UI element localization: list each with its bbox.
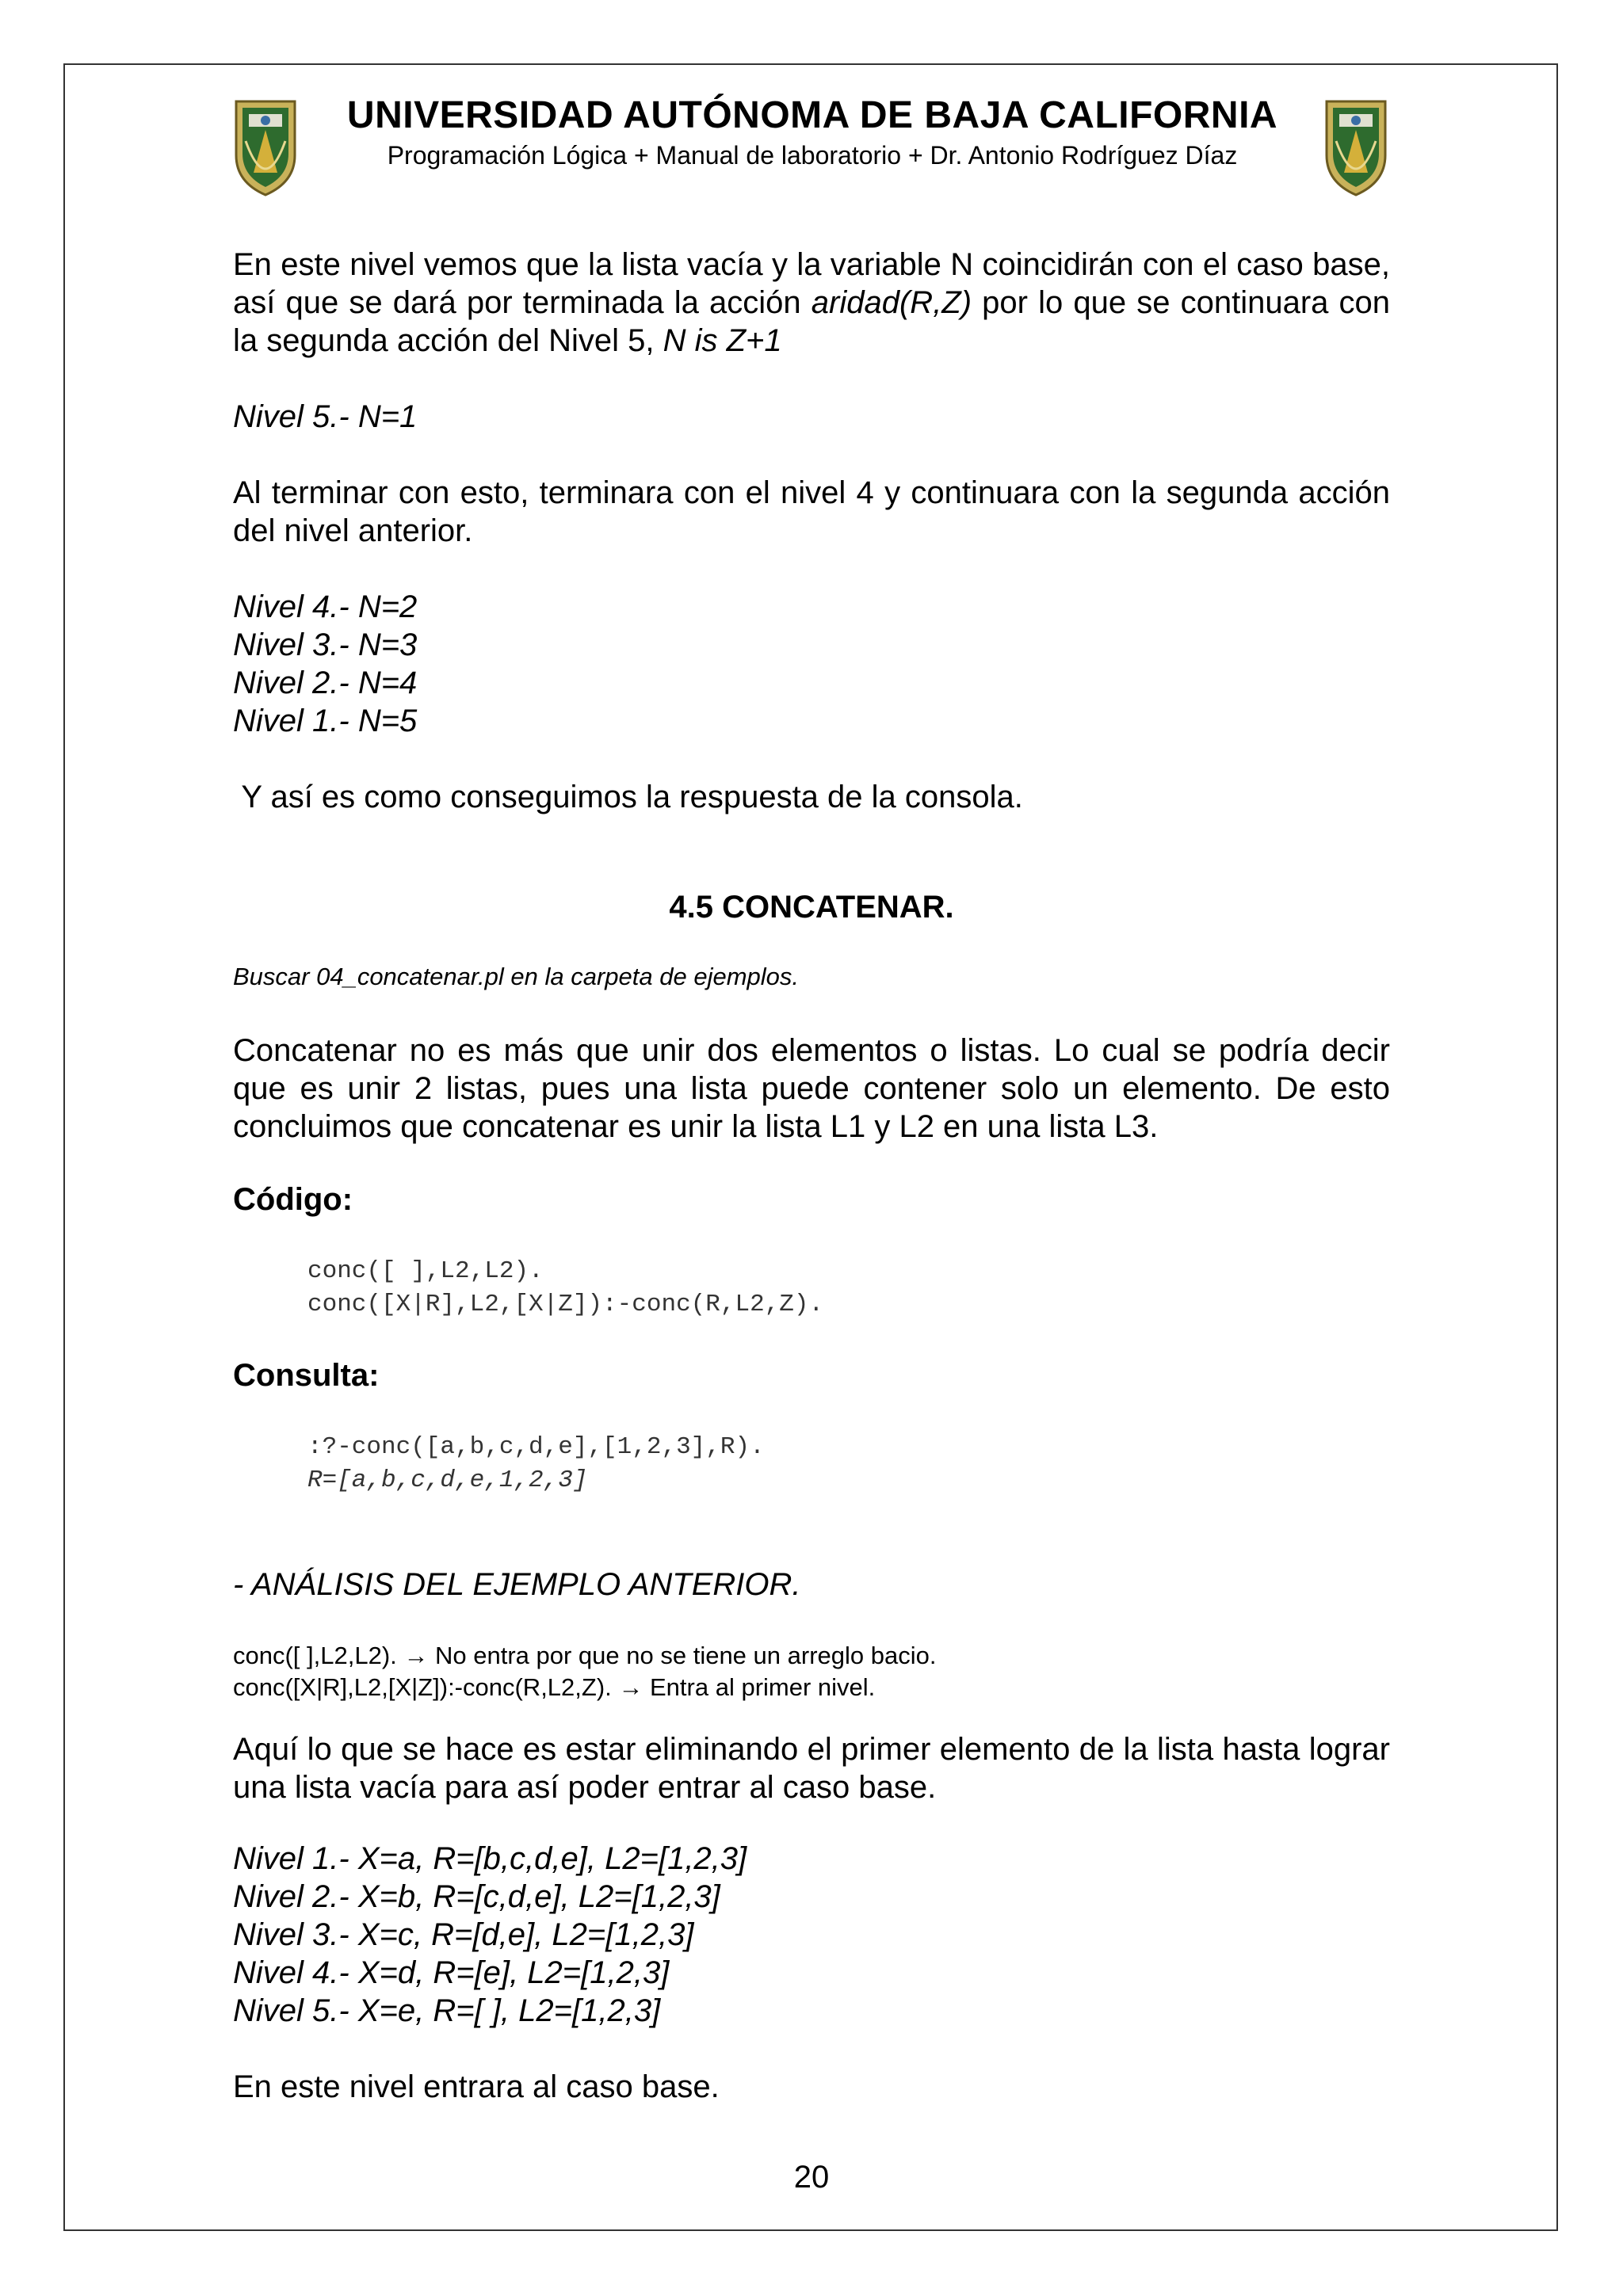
query-line: :?-conc([a,b,c,d,e],[1,2,3],R). — [307, 1433, 765, 1461]
codigo-label: Código: — [233, 1182, 353, 1217]
para1-text-c: por lo que se continuara con la segunda acción del Nivel 5, — [233, 285, 1390, 358]
page-number: 20 — [793, 2160, 830, 2195]
header-subtitle: Programación Lógica + Manual de laboratorio + Dr. Antonio Rodríguez Díaz — [387, 141, 1238, 170]
list-item: Nivel 1.- X=a, R=[b,c,d,e], L2=[1,2,3] — [233, 1841, 747, 1876]
paragraph-2: Al terminar con esto, terminara con el nivel 4 y continuara con la segunda acción del nivel anterior. — [233, 475, 1390, 548]
analysis-lines — [233, 1640, 1390, 1703]
header-title: UNIVERSIDAD AUTÓNOMA DE BAJA CALIFORNIA — [346, 94, 1278, 136]
nivel5-text: Nivel 5.- N=1 — [233, 399, 418, 434]
query-block — [307, 1431, 1465, 1497]
niveles-list-1 — [233, 588, 1390, 740]
list-item: Nivel 2.- X=b, R=[c,d,e], L2=[1,2,3] — [233, 1879, 720, 1914]
para1-text-b: aridad(R,Z) — [811, 285, 972, 320]
list-item: Nivel 3.- N=3 — [233, 627, 418, 662]
list-item: Nivel 3.- X=c, R=[d,e], L2=[1,2,3] — [233, 1917, 694, 1952]
uabc-crest-icon — [230, 93, 301, 198]
paragraph-6: En este nivel entrara al caso base. — [233, 2069, 720, 2104]
uabc-crest-icon — [1320, 93, 1392, 198]
code-line: conc([X|R],L2,[X|Z]):-conc(R,L2,Z). — [307, 1291, 824, 1318]
result-line: R=[a,b,c,d,e,1,2,3] — [307, 1466, 588, 1494]
paragraph-4: Concatenar no es más que unir dos elementos o listas. Lo cual se podría decir que es unir 2 listas, pues una lista puede contener solo un elemento. De esto concluimos que concatenar es unir la lista L1 y L2 en una lista L3. — [233, 1033, 1390, 1144]
code-line: conc([ ],L2,L2). — [307, 1257, 544, 1285]
niveles-list-2 — [233, 1840, 1390, 2030]
code-block — [307, 1255, 1465, 1322]
list-item: Nivel 4.- X=d, R=[e], L2=[1,2,3] — [233, 1955, 670, 1990]
para1-text-d: N is Z+1 — [663, 323, 782, 358]
analysis-line: conc([ ],L2,L2). → No entra por que no se tiene un arreglo bacio. — [233, 1642, 937, 1669]
analysis-heading: - ANÁLISIS DEL EJEMPLO ANTERIOR. — [233, 1567, 801, 1602]
analysis-line: conc([X|R],L2,[X|Z]):-conc(R,L2,Z). → Entra al primer nivel. — [233, 1673, 876, 1701]
paragraph-3: Y así es como conseguimos la respuesta de la consola. — [233, 780, 1023, 814]
paragraph-1 — [233, 246, 1390, 360]
nivel5-line — [233, 398, 1390, 436]
list-item: Nivel 4.- N=2 — [233, 589, 418, 624]
search-note: Buscar 04_concatenar.pl en la carpeta de ejemplos. — [233, 963, 800, 990]
list-item: Nivel 2.- N=4 — [233, 666, 418, 700]
consulta-label: Consulta: — [233, 1358, 380, 1393]
list-item: Nivel 1.- N=5 — [233, 704, 418, 738]
section-title: 4.5 CONCATENAR. — [669, 890, 954, 925]
list-item: Nivel 5.- X=e, R=[ ], L2=[1,2,3] — [233, 1993, 661, 2028]
paragraph-5: Aquí lo que se hace es estar eliminando el primer elemento de la lista hasta lograr una lista vacía para así poder entrar al caso base. — [233, 1732, 1390, 1805]
para1-text-a: En este nivel vemos que la lista vacía y la variable N coincidirán con el caso base, así que se dará por terminada la acción — [233, 247, 1390, 320]
